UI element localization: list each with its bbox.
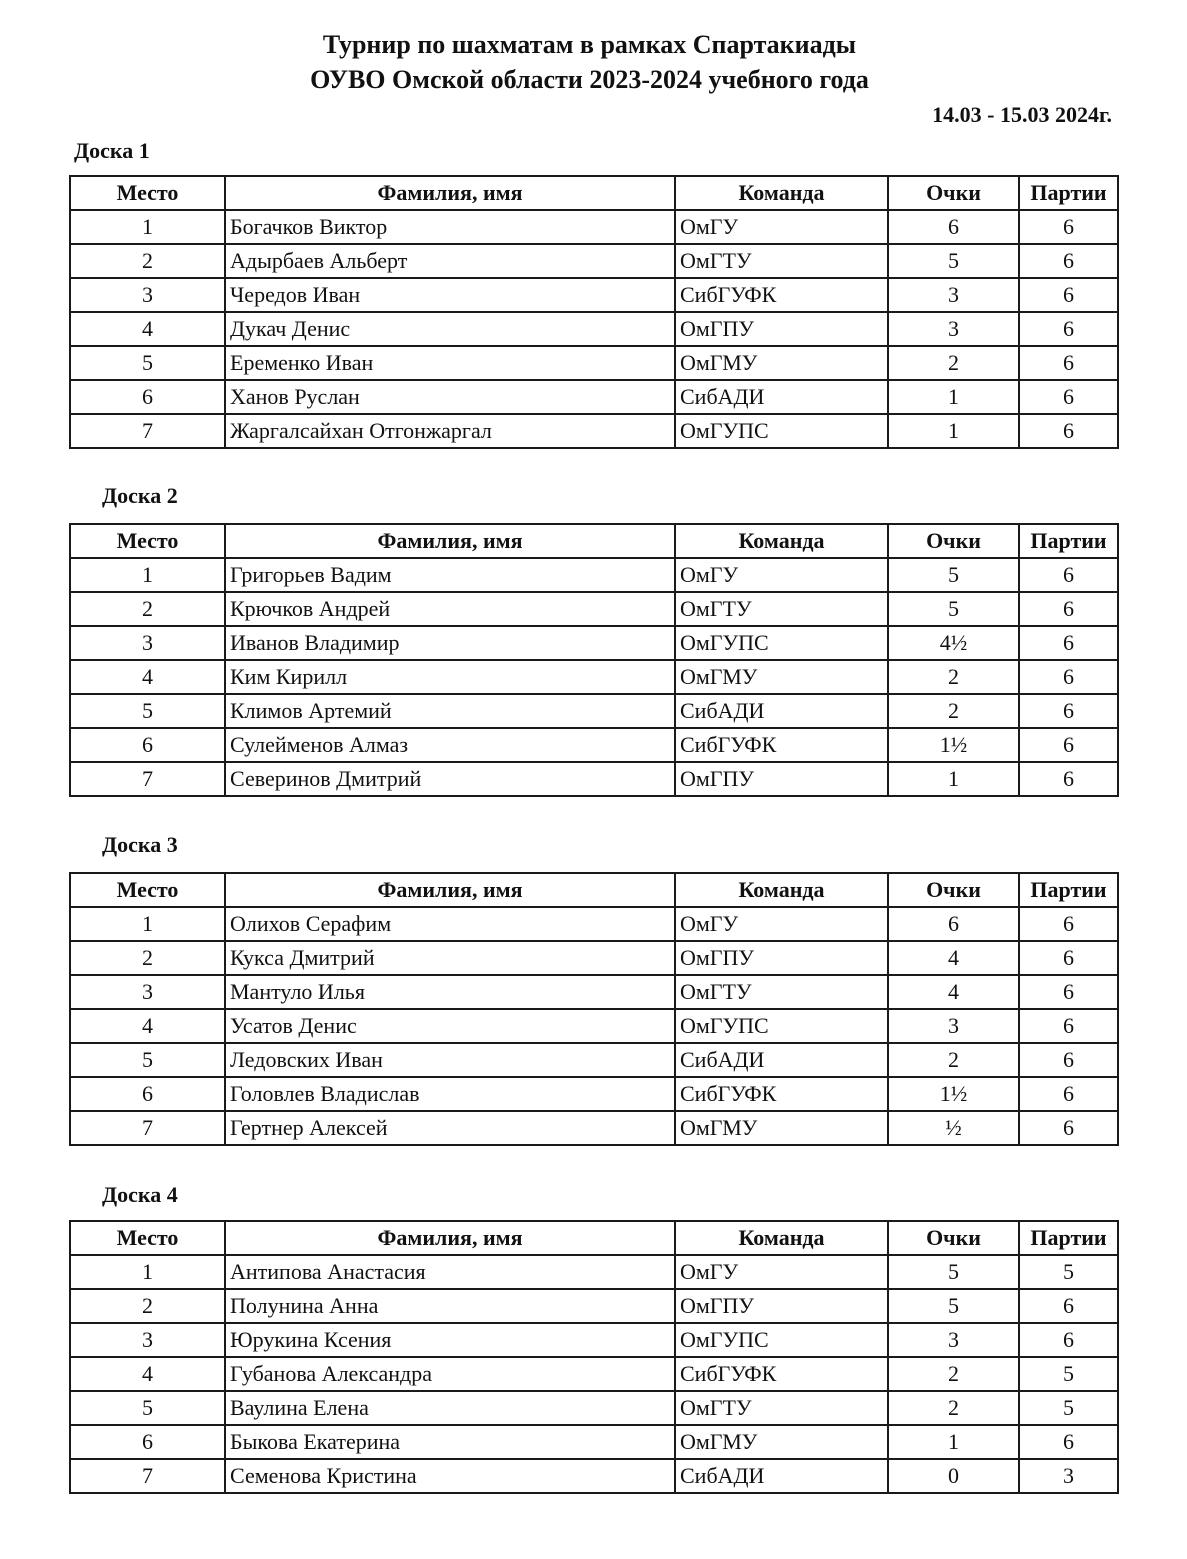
column-header-points: Очки xyxy=(888,873,1019,907)
cell-points: 1½ xyxy=(888,728,1019,762)
cell-name: Адырбаев Альберт xyxy=(225,244,675,278)
cell-points: 3 xyxy=(888,1009,1019,1043)
cell-games: 6 xyxy=(1019,1009,1118,1043)
cell-team: ОмГУПС xyxy=(675,626,888,660)
cell-place: 3 xyxy=(70,1323,225,1357)
cell-place: 4 xyxy=(70,1357,225,1391)
cell-team: ОмГМУ xyxy=(675,346,888,380)
cell-name: Губанова Александра xyxy=(225,1357,675,1391)
document-title-line-1: Турнир по шахматам в рамках Спартакиады xyxy=(322,30,857,59)
cell-place: 6 xyxy=(70,728,225,762)
cell-team: ОмГУПС xyxy=(675,414,888,448)
cell-games: 6 xyxy=(1019,346,1118,380)
table-row xyxy=(70,210,1118,244)
cell-team: ОмГТУ xyxy=(675,592,888,626)
cell-games: 6 xyxy=(1019,1425,1118,1459)
column-header-games: Партии xyxy=(1019,873,1118,907)
cell-place: 6 xyxy=(70,1077,225,1111)
cell-games: 6 xyxy=(1019,975,1118,1009)
table-header-row xyxy=(70,524,1118,558)
column-header-team: Команда xyxy=(675,176,888,210)
cell-games: 6 xyxy=(1019,592,1118,626)
table-header-row xyxy=(70,176,1118,210)
cell-place: 5 xyxy=(70,694,225,728)
cell-games: 6 xyxy=(1019,907,1118,941)
table-row xyxy=(70,1357,1118,1391)
cell-place: 1 xyxy=(70,1255,225,1289)
cell-games: 6 xyxy=(1019,1289,1118,1323)
cell-place: 3 xyxy=(70,626,225,660)
cell-games: 6 xyxy=(1019,1077,1118,1111)
board-label-4: Доска 4 xyxy=(102,1182,178,1207)
cell-points: 2 xyxy=(888,1391,1019,1425)
cell-place: 1 xyxy=(70,907,225,941)
cell-points: 5 xyxy=(888,244,1019,278)
cell-name: Гертнер Алексей xyxy=(225,1111,675,1145)
cell-place: 7 xyxy=(70,414,225,448)
cell-games: 6 xyxy=(1019,626,1118,660)
cell-place: 6 xyxy=(70,1425,225,1459)
table-row xyxy=(70,558,1118,592)
cell-name: Ваулина Елена xyxy=(225,1391,675,1425)
table-header-row xyxy=(70,873,1118,907)
cell-points: 2 xyxy=(888,660,1019,694)
board-label-2: Доска 2 xyxy=(102,483,178,508)
cell-team: СибАДИ xyxy=(675,1459,888,1493)
cell-team: СибГУФК xyxy=(675,1357,888,1391)
cell-name: Ханов Руслан xyxy=(225,380,675,414)
column-header-team: Команда xyxy=(675,524,888,558)
cell-name: Дукач Денис xyxy=(225,312,675,346)
cell-games: 5 xyxy=(1019,1255,1118,1289)
cell-games: 6 xyxy=(1019,1323,1118,1357)
cell-team: СибГУФК xyxy=(675,728,888,762)
table-row xyxy=(70,1459,1118,1493)
cell-games: 5 xyxy=(1019,1391,1118,1425)
results-table-board-4 xyxy=(69,1220,1119,1494)
table-row xyxy=(70,1009,1118,1043)
cell-games: 6 xyxy=(1019,728,1118,762)
cell-place: 5 xyxy=(70,1391,225,1425)
cell-points: 3 xyxy=(888,1323,1019,1357)
table-row xyxy=(70,694,1118,728)
cell-name: Климов Артемий xyxy=(225,694,675,728)
cell-team: СибАДИ xyxy=(675,380,888,414)
cell-points: 1 xyxy=(888,1425,1019,1459)
document-title-line-2: ОУВО Омской области 2023-2024 учебного года xyxy=(310,65,869,94)
cell-points: 4 xyxy=(888,941,1019,975)
cell-points: 6 xyxy=(888,907,1019,941)
cell-name: Полунина Анна xyxy=(225,1289,675,1323)
table-row xyxy=(70,1255,1118,1289)
cell-games: 6 xyxy=(1019,244,1118,278)
cell-place: 2 xyxy=(70,1289,225,1323)
cell-name: Мантуло Илья xyxy=(225,975,675,1009)
cell-points: 3 xyxy=(888,312,1019,346)
cell-games: 6 xyxy=(1019,1043,1118,1077)
column-header-place: Место xyxy=(70,873,225,907)
cell-place: 3 xyxy=(70,975,225,1009)
cell-place: 2 xyxy=(70,592,225,626)
cell-games: 6 xyxy=(1019,414,1118,448)
cell-name: Жаргалсайхан Отгонжаргал xyxy=(225,414,675,448)
cell-name: Головлев Владислав xyxy=(225,1077,675,1111)
column-header-points: Очки xyxy=(888,176,1019,210)
cell-points: 3 xyxy=(888,278,1019,312)
table-row xyxy=(70,1323,1118,1357)
cell-place: 4 xyxy=(70,1009,225,1043)
table-row xyxy=(70,244,1118,278)
cell-team: ОмГУ xyxy=(675,558,888,592)
cell-team: ОмГПУ xyxy=(675,312,888,346)
cell-name: Иванов Владимир xyxy=(225,626,675,660)
cell-games: 6 xyxy=(1019,278,1118,312)
cell-team: ОмГТУ xyxy=(675,1391,888,1425)
cell-points: 1 xyxy=(888,762,1019,796)
cell-points: 4 xyxy=(888,975,1019,1009)
cell-name: Кукса Дмитрий xyxy=(225,941,675,975)
tournament-dates: 14.03 - 15.03 2024г. xyxy=(932,102,1112,127)
cell-points: 2 xyxy=(888,1357,1019,1391)
cell-points: 5 xyxy=(888,1289,1019,1323)
column-header-name: Фамилия, имя xyxy=(225,1221,675,1255)
table-row xyxy=(70,278,1118,312)
column-header-games: Партии xyxy=(1019,176,1118,210)
cell-team: ОмГПУ xyxy=(675,762,888,796)
cell-name: Антипова Анастасия xyxy=(225,1255,675,1289)
cell-place: 6 xyxy=(70,380,225,414)
cell-games: 6 xyxy=(1019,312,1118,346)
results-table-board-3 xyxy=(69,872,1119,1146)
cell-name: Еременко Иван xyxy=(225,346,675,380)
cell-team: ОмГУ xyxy=(675,907,888,941)
column-header-points: Очки xyxy=(888,524,1019,558)
cell-name: Ледовских Иван xyxy=(225,1043,675,1077)
table-row xyxy=(70,762,1118,796)
cell-games: 6 xyxy=(1019,1111,1118,1145)
cell-team: ОмГМУ xyxy=(675,660,888,694)
cell-team: ОмГМУ xyxy=(675,1425,888,1459)
cell-name: Северинов Дмитрий xyxy=(225,762,675,796)
cell-name: Быкова Екатерина xyxy=(225,1425,675,1459)
column-header-place: Место xyxy=(70,176,225,210)
cell-points: ½ xyxy=(888,1111,1019,1145)
column-header-games: Партии xyxy=(1019,524,1118,558)
table-row xyxy=(70,1111,1118,1145)
cell-place: 7 xyxy=(70,1459,225,1493)
cell-games: 6 xyxy=(1019,941,1118,975)
cell-points: 2 xyxy=(888,1043,1019,1077)
cell-games: 6 xyxy=(1019,210,1118,244)
column-header-team: Команда xyxy=(675,1221,888,1255)
cell-place: 3 xyxy=(70,278,225,312)
table-row xyxy=(70,626,1118,660)
table-row xyxy=(70,312,1118,346)
table-row xyxy=(70,346,1118,380)
cell-team: ОмГУПС xyxy=(675,1323,888,1357)
cell-place: 7 xyxy=(70,762,225,796)
cell-place: 4 xyxy=(70,660,225,694)
table-row xyxy=(70,1043,1118,1077)
column-header-name: Фамилия, имя xyxy=(225,873,675,907)
table-row xyxy=(70,728,1118,762)
cell-games: 3 xyxy=(1019,1459,1118,1493)
cell-points: 1 xyxy=(888,414,1019,448)
cell-games: 6 xyxy=(1019,694,1118,728)
cell-place: 2 xyxy=(70,941,225,975)
cell-team: ОмГУ xyxy=(675,210,888,244)
board-label-1: Доска 1 xyxy=(74,138,150,163)
table-row xyxy=(70,1077,1118,1111)
cell-points: 5 xyxy=(888,592,1019,626)
column-header-place: Место xyxy=(70,1221,225,1255)
cell-place: 1 xyxy=(70,210,225,244)
cell-points: 5 xyxy=(888,1255,1019,1289)
table-row xyxy=(70,660,1118,694)
cell-games: 6 xyxy=(1019,660,1118,694)
cell-games: 5 xyxy=(1019,1357,1118,1391)
cell-points: 1½ xyxy=(888,1077,1019,1111)
cell-team: СибГУФК xyxy=(675,1077,888,1111)
cell-name: Сулейменов Алмаз xyxy=(225,728,675,762)
table-row xyxy=(70,592,1118,626)
table-row xyxy=(70,380,1118,414)
table-row xyxy=(70,414,1118,448)
column-header-points: Очки xyxy=(888,1221,1019,1255)
cell-place: 7 xyxy=(70,1111,225,1145)
cell-name: Юрукина Ксения xyxy=(225,1323,675,1357)
cell-points: 2 xyxy=(888,346,1019,380)
cell-name: Крючков Андрей xyxy=(225,592,675,626)
cell-place: 5 xyxy=(70,1043,225,1077)
table-row xyxy=(70,907,1118,941)
results-table-board-2 xyxy=(69,523,1119,797)
column-header-name: Фамилия, имя xyxy=(225,524,675,558)
cell-name: Ким Кирилл xyxy=(225,660,675,694)
cell-team: СибГУФК xyxy=(675,278,888,312)
cell-points: 0 xyxy=(888,1459,1019,1493)
table-row xyxy=(70,941,1118,975)
cell-name: Олихов Серафим xyxy=(225,907,675,941)
column-header-games: Партии xyxy=(1019,1221,1118,1255)
board-label-3: Доска 3 xyxy=(102,832,178,857)
cell-team: ОмГТУ xyxy=(675,975,888,1009)
cell-team: ОмГМУ xyxy=(675,1111,888,1145)
cell-name: Усатов Денис xyxy=(225,1009,675,1043)
cell-team: ОмГПУ xyxy=(675,941,888,975)
cell-points: 6 xyxy=(888,210,1019,244)
cell-points: 4½ xyxy=(888,626,1019,660)
cell-team: СибАДИ xyxy=(675,1043,888,1077)
cell-team: ОмГУ xyxy=(675,1255,888,1289)
cell-team: ОмГУПС xyxy=(675,1009,888,1043)
cell-team: ОмГПУ xyxy=(675,1289,888,1323)
column-header-name: Фамилия, имя xyxy=(225,176,675,210)
cell-name: Семенова Кристина xyxy=(225,1459,675,1493)
cell-team: СибАДИ xyxy=(675,694,888,728)
cell-points: 2 xyxy=(888,694,1019,728)
cell-points: 1 xyxy=(888,380,1019,414)
table-row xyxy=(70,975,1118,1009)
table-header-row xyxy=(70,1221,1118,1255)
cell-name: Григорьев Вадим xyxy=(225,558,675,592)
results-table-board-1 xyxy=(69,175,1119,449)
table-row xyxy=(70,1425,1118,1459)
cell-place: 4 xyxy=(70,312,225,346)
cell-games: 6 xyxy=(1019,762,1118,796)
table-row xyxy=(70,1289,1118,1323)
cell-games: 6 xyxy=(1019,558,1118,592)
table-row xyxy=(70,1391,1118,1425)
cell-team: ОмГТУ xyxy=(675,244,888,278)
cell-place: 5 xyxy=(70,346,225,380)
column-header-team: Команда xyxy=(675,873,888,907)
cell-games: 6 xyxy=(1019,380,1118,414)
cell-place: 1 xyxy=(70,558,225,592)
cell-name: Богачков Виктор xyxy=(225,210,675,244)
column-header-place: Место xyxy=(70,524,225,558)
cell-points: 5 xyxy=(888,558,1019,592)
cell-name: Чередов Иван xyxy=(225,278,675,312)
cell-place: 2 xyxy=(70,244,225,278)
